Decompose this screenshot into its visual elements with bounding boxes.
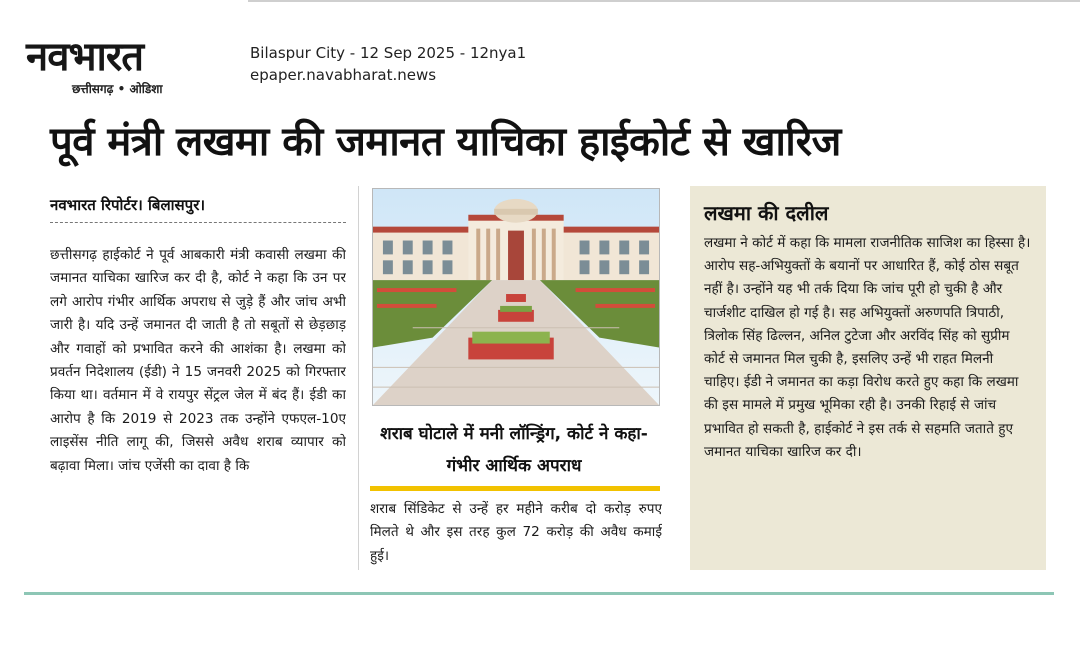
article-body-column-1: छत्तीसगढ़ हाईकोर्ट ने पूर्व आबकारी मंत्री कवासी लखमा की जमानत याचिका खारिज कर दी है, कोर्ट ने कहा कि उन पर लगे आरोप गंभीर आर्थिक अपराध से जुड़े हैं और जांच अभी जारी है। यदि उन्हें जमानत दी जाती है तो सबूतों से छेड़छाड़ और गवाहों को प्रभावित करने की आशंका है। लखमा को प्रवर्तन निदेशालय (ईडी) ने 15 जनवरी 2025 को गिरफ्तार किया था। वर्तमान में वे रायपुर सेंट्रल जेल में बंद हैं। ईडी का आरोप है कि 2019 से 2023 तक उन्होंने एफएल-10ए लाइसेंस नीति लागू की, जिससे अवैध शराब व्यापार को बढ़ावा मिला। जांच एजेंसी का दावा है कि [50, 247, 346, 474]
sidebar-title: लखमा की दलील [704, 201, 829, 225]
sidebar-box [690, 186, 1046, 570]
photo-caption: शराब घोटाले में मनी लॉन्ड्रिंग, कोर्ट ने कहा- गंभीर आर्थिक अपराध [380, 424, 648, 476]
column-divider [358, 186, 359, 570]
bottom-divider [24, 592, 1054, 595]
article-headline: पूर्व मंत्री लखमा की जमानत याचिका हाईकोर्ट से खारिज [50, 119, 841, 165]
article-body-column-2: शराब सिंडिकेट से उन्हें हर महीने करीब दो करोड़ रुपए मिलते थे और इस तरह कुल 72 करोड़ की अवैध कमाई हुई। [370, 501, 662, 564]
caption-underline [370, 486, 660, 491]
byline-divider [50, 222, 346, 223]
epaper-url: epaper.navabharat.news [250, 66, 437, 84]
edition-line: Bilaspur City - 12 Sep 2025 - 12nya1 [250, 44, 527, 62]
logo-regions: छत्तीसगढ़ • ओडिशा [72, 82, 163, 96]
newspaper-logo [26, 36, 236, 94]
court-building-illustration [373, 189, 659, 405]
top-border-line [248, 0, 1080, 2]
sidebar-text: लखमा ने कोर्ट में कहा कि मामला राजनीतिक साजिश का हिस्सा है। आरोप सह-अभियुक्तों के बयानों पर आधारित हैं, कोई ठोस सबूत नहीं है। उन्होंने यह भी तर्क दिया कि जांच पूरी हो चुकी है और चार्जशीट दाखिल हो गई है। सह अभियुक्तों अरुणपति त्रिपाठी, त्रिलोक सिंह ढिल्लन, अनिल टुटेजा और अरविंद सिंह को सुप्रीम कोर्ट से जमानत मिल चुकी है, इसलिए उन्हें भी राहत मिलनी चाहिए। ईडी ने जमानत का कड़ा विरोध करते हुए कहा कि लखमा की इस मामले में प्रमुख भूमिका रही है। उनकी रिहाई से जांच प्रभावित हो सकती है, हाईकोर्ट ने इस तर्क से सहमति जताते हुए जमानत याचिका खारिज कर दी। [704, 235, 1031, 460]
logo-wordmark: नवभारत [26, 34, 144, 80]
high-court-photo [372, 188, 660, 406]
article-byline: नवभारत रिपोर्टर। बिलासपुर। [50, 196, 206, 214]
edition-info [250, 42, 526, 86]
